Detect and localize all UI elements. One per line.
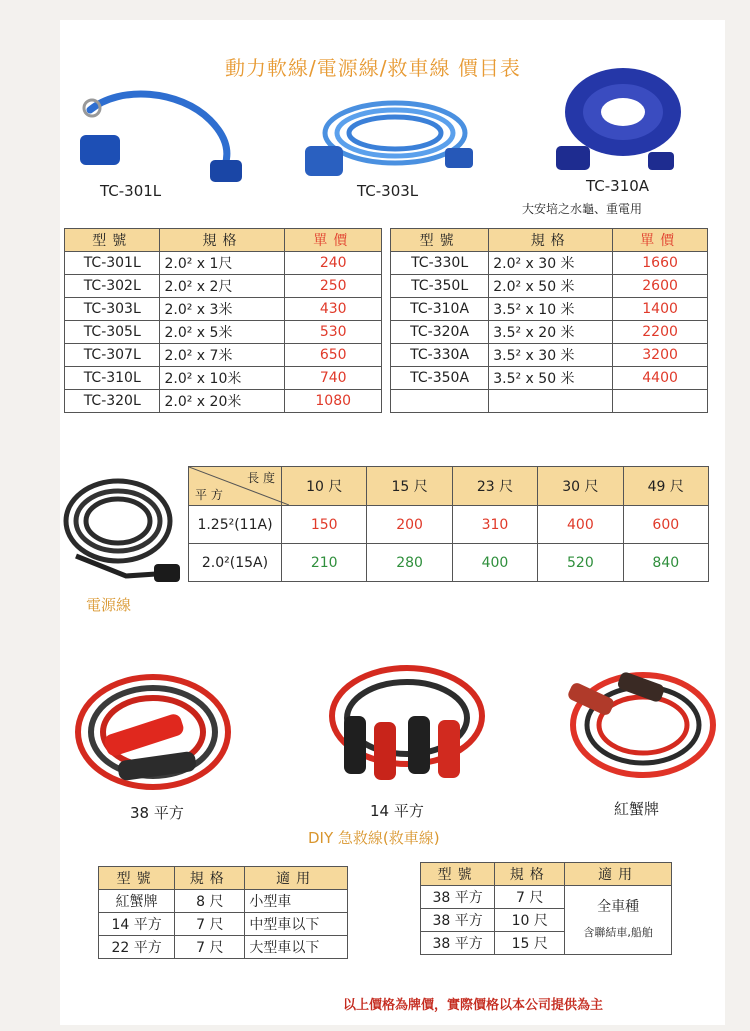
table-row <box>99 890 348 913</box>
spec-cell: 10 尺 <box>495 909 565 932</box>
caption-tc-310a: TC-310A <box>586 177 650 195</box>
size-cell: 1.25²(11A) <box>189 506 282 544</box>
header-price: 單價 <box>613 229 708 252</box>
model-cell: 14 平方 <box>99 913 175 936</box>
jumper-section-title: DIY 急救線(救車線) <box>308 829 440 847</box>
table-header-row <box>65 229 382 252</box>
model-cell: TC-320A <box>391 321 489 344</box>
header-model: 型號 <box>65 229 160 252</box>
jumper-38-table <box>420 862 672 955</box>
header-model: 型號 <box>99 867 175 890</box>
price-cell: 210 <box>282 544 367 582</box>
model-cell: TC-330A <box>391 344 489 367</box>
table-header-row <box>391 229 708 252</box>
power-cord-label: 電源線 <box>86 596 132 614</box>
table-row <box>65 252 382 275</box>
price-cell: 310 <box>452 506 537 544</box>
model-cell: TC-307L <box>65 344 160 367</box>
power-cord-table <box>188 466 709 582</box>
jumper-usage-table <box>98 866 348 959</box>
usage-all-vehicles: 全車種 <box>597 899 640 915</box>
jumper-14-photo <box>322 656 492 796</box>
price-cell: 600 <box>623 506 708 544</box>
price-disclaimer: 以上價格為牌價，實際價格以本公司提供為主 <box>343 998 604 1013</box>
table-row <box>391 252 708 275</box>
table-row <box>65 275 382 298</box>
price-cell: 400 <box>538 506 623 544</box>
price-table-left <box>64 228 382 413</box>
header-model: 型號 <box>421 863 495 886</box>
spec-cell: 2.0² x 10米 <box>160 367 285 390</box>
table-row <box>391 321 708 344</box>
spec-cell: 3.5² x 10 米 <box>489 298 613 321</box>
price-cell: 650 <box>285 344 382 367</box>
price-cell: 4400 <box>613 367 708 390</box>
price-cell: 2600 <box>613 275 708 298</box>
table-row <box>65 344 382 367</box>
table-header-row <box>189 467 709 506</box>
price-cell: 150 <box>282 506 367 544</box>
jumper-38-photo <box>68 660 238 795</box>
spec-cell: 2.0² x 1尺 <box>160 252 285 275</box>
price-cell: 740 <box>285 367 382 390</box>
header-spec: 規格 <box>160 229 285 252</box>
model-cell: TC-330L <box>391 252 489 275</box>
price-cell: 840 <box>623 544 708 582</box>
model-cell: 38 平方 <box>421 932 495 955</box>
tc-303l-photo <box>300 88 480 188</box>
model-cell: TC-310A <box>391 298 489 321</box>
header-model: 型號 <box>391 229 489 252</box>
header-spec: 規格 <box>495 863 565 886</box>
table-row <box>99 936 348 959</box>
caption-jumper-14: 14 平方 <box>370 802 424 820</box>
price-cell: 520 <box>538 544 623 582</box>
table-header-row <box>99 867 348 890</box>
spec-cell: 2.0² x 20米 <box>160 390 285 413</box>
spec-cell: 3.5² x 30 米 <box>489 344 613 367</box>
price-cell: 200 <box>367 506 452 544</box>
spec-cell: 2.0² x 2尺 <box>160 275 285 298</box>
caption-tc-310a-note: 大安培之水龜、重電用 <box>522 202 643 216</box>
caption-tc-301l: TC-301L <box>100 182 162 200</box>
model-cell: 38 平方 <box>421 886 495 909</box>
usage-trailers-ships: 含聯結車,船舶 <box>583 926 653 939</box>
table-row <box>189 544 709 582</box>
table-row <box>65 298 382 321</box>
table-row <box>65 367 382 390</box>
price-cell: 3200 <box>613 344 708 367</box>
spec-cell: 2.0² x 7米 <box>160 344 285 367</box>
spec-cell: 7 尺 <box>495 886 565 909</box>
table-header-row <box>421 863 672 886</box>
length-header: 49 尺 <box>623 467 708 506</box>
table-row <box>391 275 708 298</box>
price-cell: 280 <box>367 544 452 582</box>
table-row <box>391 344 708 367</box>
red-crab-photo <box>548 650 718 785</box>
caption-red-crab: 紅蟹牌 <box>614 800 660 818</box>
price-cell: 1080 <box>285 390 382 413</box>
price-cell: 400 <box>452 544 537 582</box>
model-cell: TC-310L <box>65 367 160 390</box>
page-title: 動力軟線/電源線/救車線 價目表 <box>225 56 521 80</box>
table-row <box>421 886 672 909</box>
header-spec: 規格 <box>489 229 613 252</box>
caption-jumper-38: 38 平方 <box>130 804 184 822</box>
model-cell: TC-303L <box>65 298 160 321</box>
model-cell: 38 平方 <box>421 909 495 932</box>
table-row <box>99 913 348 936</box>
header-spec: 規格 <box>175 867 245 890</box>
table-row <box>391 367 708 390</box>
model-cell: TC-350L <box>391 275 489 298</box>
usage-cell: 小型車 <box>245 890 348 913</box>
spec-cell: 3.5² x 50 米 <box>489 367 613 390</box>
caption-tc-303l: TC-303L <box>357 182 419 200</box>
model-cell: 22 平方 <box>99 936 175 959</box>
spec-cell: 7 尺 <box>175 913 245 936</box>
model-cell <box>391 390 489 413</box>
tc-310a-photo <box>548 60 688 178</box>
model-cell: TC-302L <box>65 275 160 298</box>
price-cell: 530 <box>285 321 382 344</box>
usage-cell: 大型車以下 <box>245 936 348 959</box>
price-cell <box>613 390 708 413</box>
corner-length-label: 長 度 <box>247 471 275 485</box>
table-row <box>189 506 709 544</box>
header-usage: 適用 <box>565 863 672 886</box>
usage-cell: 中型車以下 <box>245 913 348 936</box>
price-cell: 2200 <box>613 321 708 344</box>
spec-cell: 15 尺 <box>495 932 565 955</box>
price-cell: 430 <box>285 298 382 321</box>
usage-cell <box>565 886 672 955</box>
length-header: 23 尺 <box>452 467 537 506</box>
spec-cell: 2.0² x 3米 <box>160 298 285 321</box>
corner-size-label: 平 方 <box>195 488 223 502</box>
table-row <box>65 390 382 413</box>
spec-cell: 8 尺 <box>175 890 245 913</box>
size-cell: 2.0²(15A) <box>189 544 282 582</box>
table-row <box>391 298 708 321</box>
diagonal-header-cell <box>189 467 282 506</box>
length-header: 15 尺 <box>367 467 452 506</box>
model-cell: TC-305L <box>65 321 160 344</box>
spec-cell: 2.0² x 30 米 <box>489 252 613 275</box>
model-cell: 紅蟹牌 <box>99 890 175 913</box>
table-row <box>65 321 382 344</box>
header-usage: 適用 <box>245 867 348 890</box>
model-cell: TC-320L <box>65 390 160 413</box>
spec-cell: 2.0² x 50 米 <box>489 275 613 298</box>
price-cell: 1400 <box>613 298 708 321</box>
model-cell: TC-301L <box>65 252 160 275</box>
length-header: 10 尺 <box>282 467 367 506</box>
tc-301l-photo <box>60 80 250 190</box>
spec-cell <box>489 390 613 413</box>
model-cell: TC-350A <box>391 367 489 390</box>
length-header: 30 尺 <box>538 467 623 506</box>
spec-cell: 7 尺 <box>175 936 245 959</box>
power-cord-photo <box>56 466 186 588</box>
price-cell: 250 <box>285 275 382 298</box>
empty-row <box>391 390 708 413</box>
spec-cell: 3.5² x 20 米 <box>489 321 613 344</box>
header-price: 單價 <box>285 229 382 252</box>
price-table-right <box>390 228 708 413</box>
price-cell: 1660 <box>613 252 708 275</box>
spec-cell: 2.0² x 5米 <box>160 321 285 344</box>
price-cell: 240 <box>285 252 382 275</box>
